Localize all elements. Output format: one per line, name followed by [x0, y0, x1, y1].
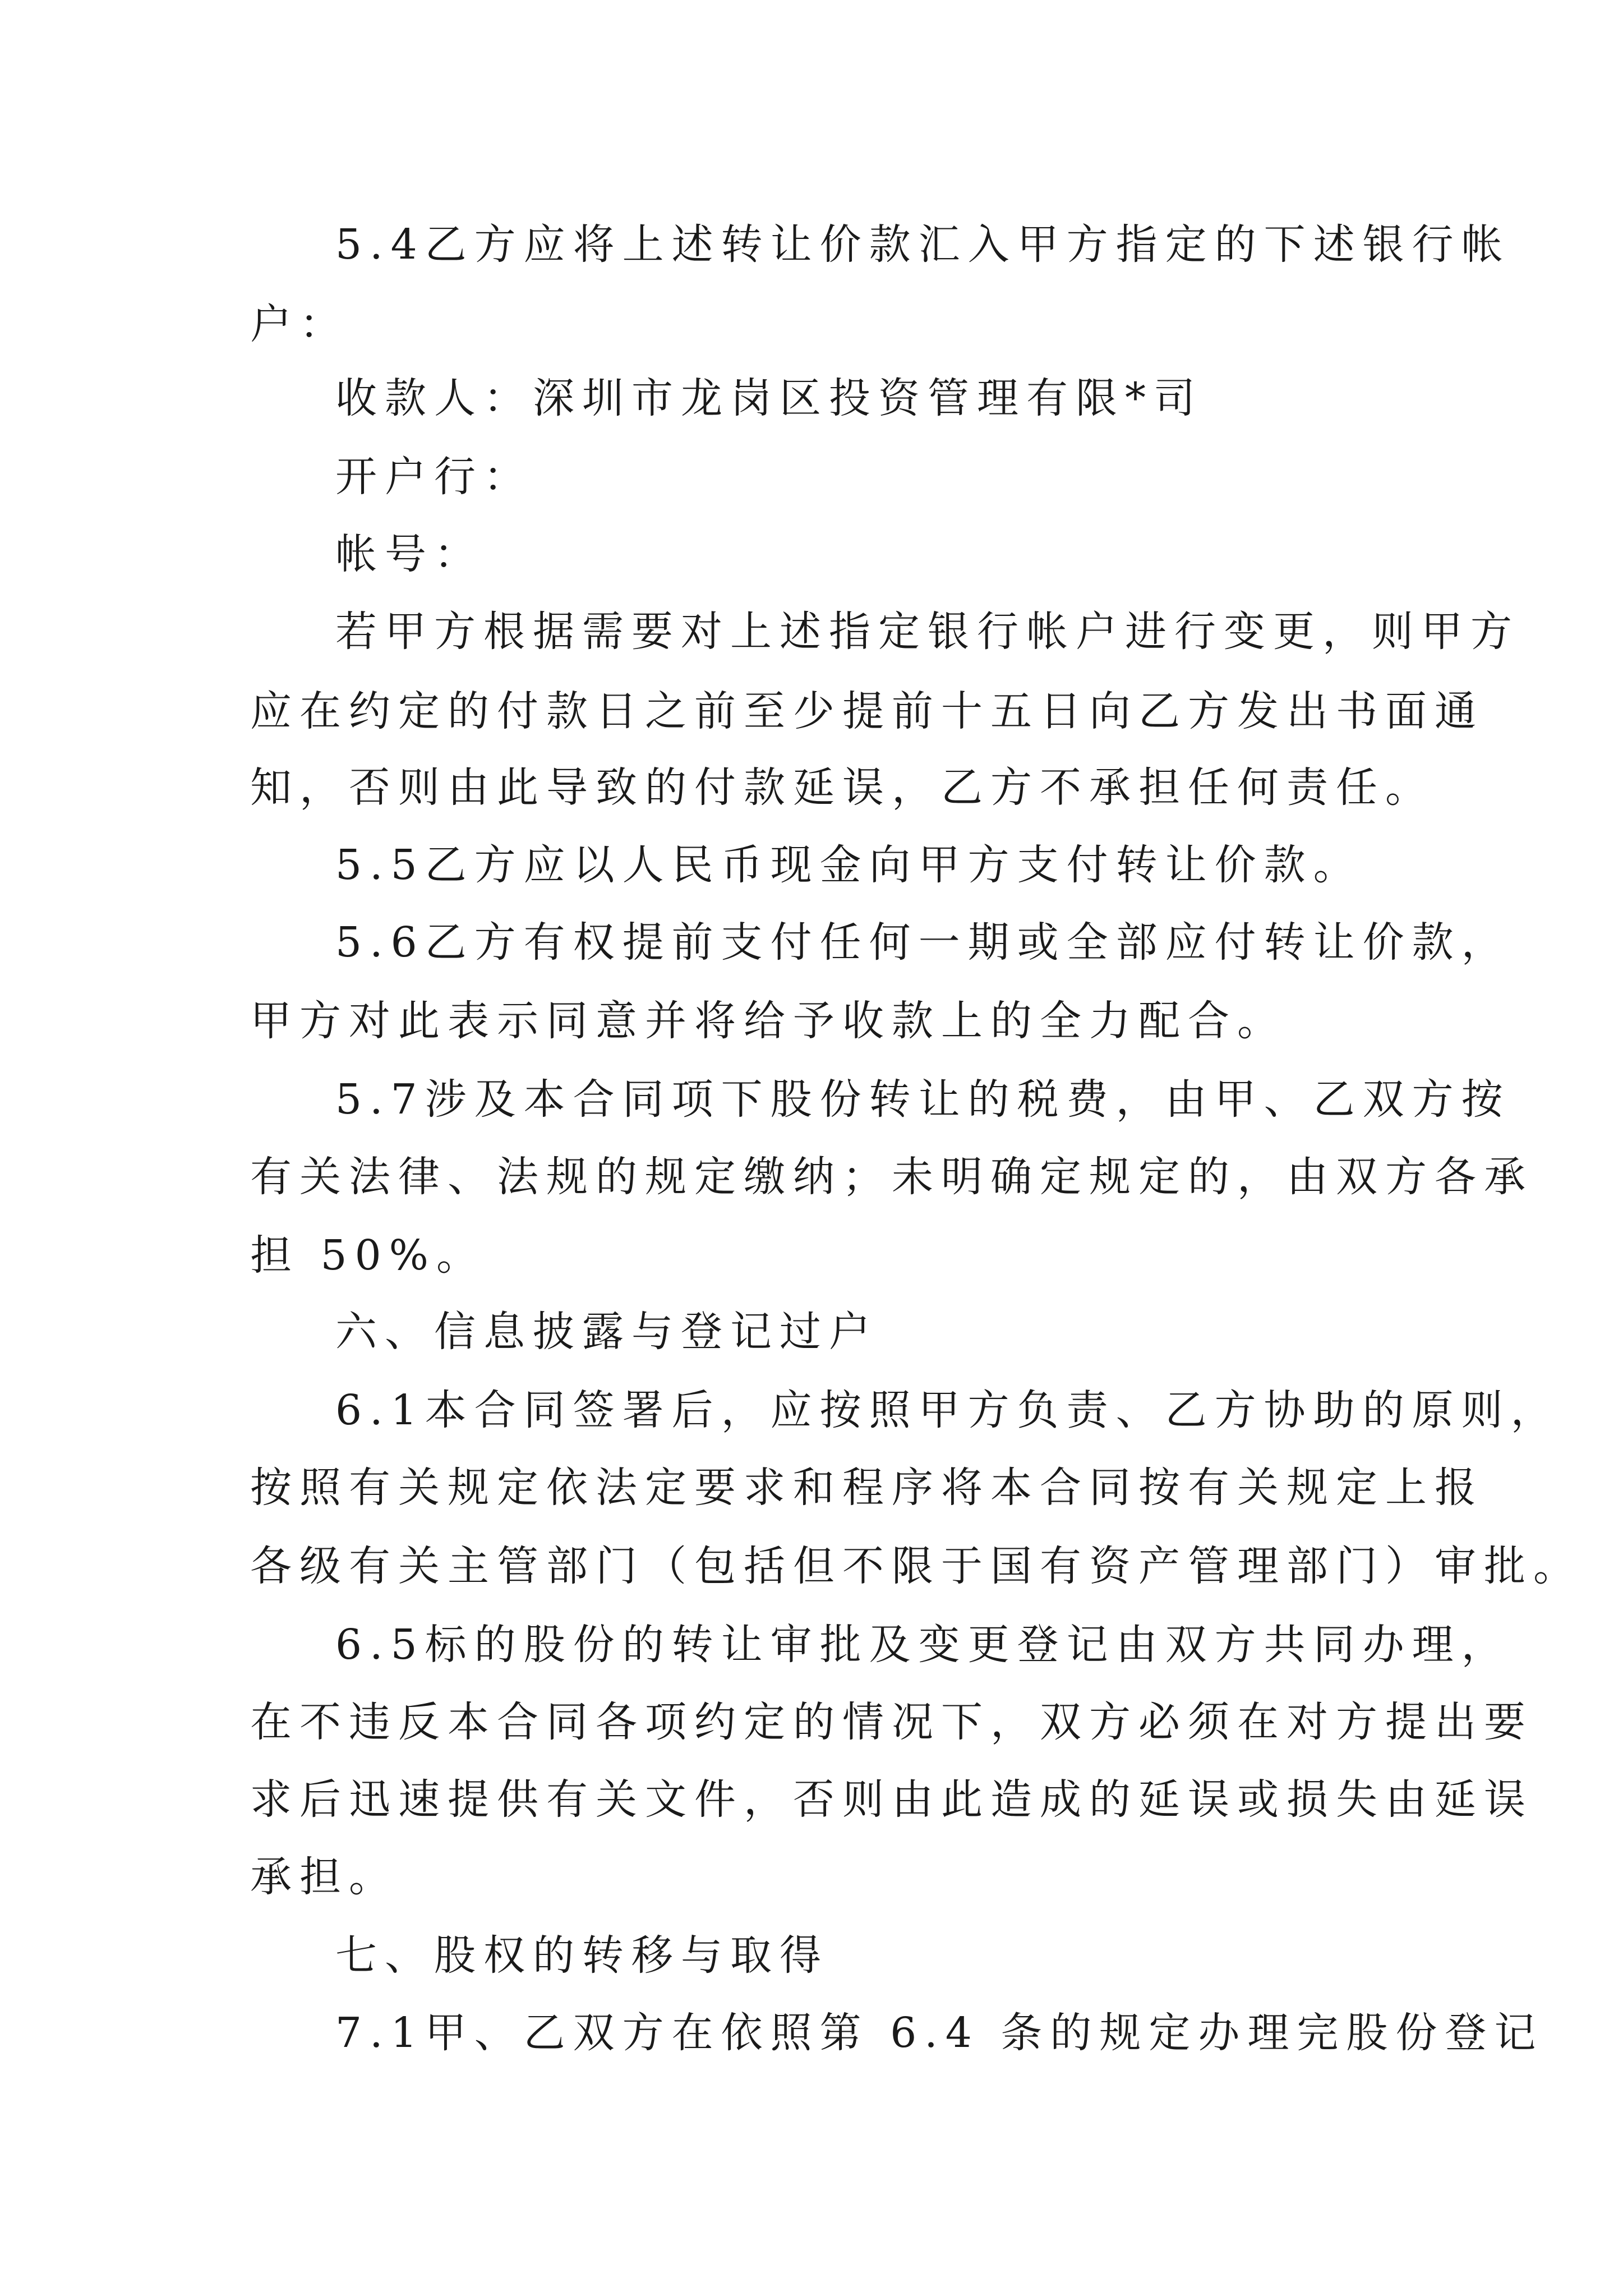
text-line: 求后迅速提供有关文件，否则由此造成的延误或损失由延误	[250, 1775, 1533, 1824]
section-heading: 六、信息披露与登记过户	[335, 1308, 878, 1356]
text-line: 知，否则由此导致的付款延误，乙方不承担任何责任。	[250, 763, 1435, 812]
text-line: 应在约定的付款日之前至少提前十五日向乙方发出书面通	[250, 687, 1484, 735]
text-line: 按照有关规定依法定要求和程序将本合同按有关规定上报	[250, 1464, 1484, 1512]
text-line: 承担。	[250, 1853, 398, 1901]
text-line: 在不违反本合同各项约定的情况下，双方必须在对方提出要	[250, 1698, 1533, 1746]
text-line: 户：	[250, 300, 349, 348]
text-line: 6.5标的股份的转让审批及变更登记由双方共同办理，	[335, 1621, 1511, 1669]
text-line: 担 50%。	[250, 1231, 486, 1280]
text-line: 5.4乙方应将上述转让价款汇入甲方指定的下述银行帐	[335, 220, 1511, 269]
text-line: 5.7涉及本合同项下股份转让的税费，由甲、乙双方按	[335, 1075, 1511, 1124]
text-line: 若甲方根据需要对上述指定银行帐户进行变更，则甲方	[335, 608, 1520, 656]
text-line: 5.6乙方有权提前支付任何一期或全部应付转让价款，	[335, 918, 1511, 967]
text-line: 甲方对此表示同意并将给予收款上的全力配合。	[250, 997, 1287, 1045]
text-line: 7.1甲、乙双方在依照第 6.4 条的规定办理完股份登记	[335, 2009, 1544, 2057]
text-line: 5.5乙方应以人民币现金向甲方支付转让价款。	[335, 841, 1363, 889]
text-line: 收款人：深圳市龙岗区投资管理有限*司	[335, 374, 1203, 422]
section-heading: 七、股权的转移与取得	[335, 1931, 829, 1980]
text-line: 开户行：	[335, 453, 533, 501]
text-line: 各级有关主管部门（包括但不限于国有资产管理部门）审批。	[250, 1542, 1583, 1590]
text-line: 6.1本合同签署后，应按照甲方负责、乙方协助的原则，	[335, 1386, 1560, 1434]
text-line: 帐号：	[335, 530, 483, 578]
text-line: 有关法律、法规的规定缴纳；未明确定规定的，由双方各承	[250, 1153, 1533, 1201]
